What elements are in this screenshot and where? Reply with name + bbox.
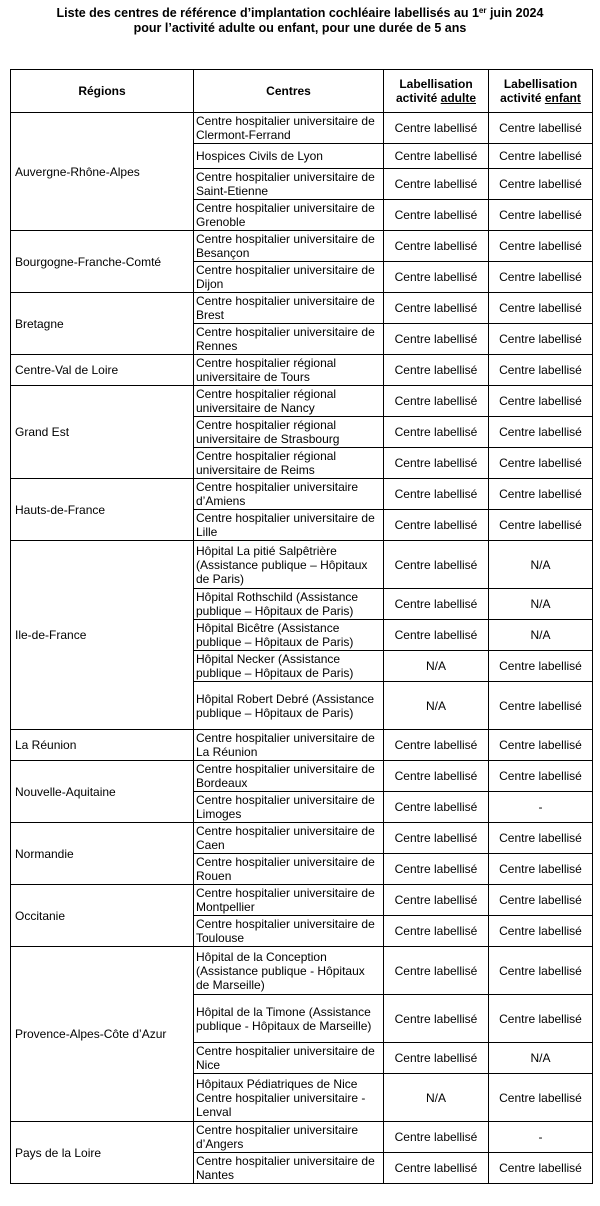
centre-cell: Hôpital Rothschild (Assistance publique – Hôpitaux de Paris) [194, 589, 384, 620]
child-status-cell: Centre labellisé [489, 916, 593, 947]
centre-cell: Hôpital La pitié Salpêtrière (Assistance publique – Hôpitaux de Paris) [194, 541, 384, 589]
child-status-cell: Centre labellisé [489, 1074, 593, 1122]
centre-cell: Centre hospitalier universitaire de Toulouse [194, 916, 384, 947]
header-centres: Centres [194, 70, 384, 113]
adult-status-cell: Centre labellisé [384, 355, 489, 386]
child-status-cell: Centre labellisé [489, 144, 593, 169]
adult-status-cell: Centre labellisé [384, 293, 489, 324]
centre-cell: Centre hospitalier universitaire de Saint-Etienne [194, 169, 384, 200]
child-status-cell: N/A [489, 620, 593, 651]
region-cell: Auvergne-Rhône-Alpes [11, 113, 194, 231]
title-line-1 [0, 6, 600, 21]
region-cell: La Réunion [11, 730, 194, 761]
adult-status-cell: Centre labellisé [384, 916, 489, 947]
centre-cell: Centre hospitalier régional universitaire de Strasbourg [194, 417, 384, 448]
child-status-cell: Centre labellisé [489, 730, 593, 761]
centres-table [10, 69, 593, 1184]
adult-status-cell: Centre labellisé [384, 541, 489, 589]
centre-cell: Centre hospitalier universitaire de Rouen [194, 854, 384, 885]
child-status-cell: Centre labellisé [489, 386, 593, 417]
adult-status-cell: Centre labellisé [384, 200, 489, 231]
adult-status-cell: Centre labellisé [384, 386, 489, 417]
centre-cell: Hôpital Robert Debré (Assistance publique – Hôpitaux de Paris) [194, 682, 384, 730]
centre-cell: Centre hospitalier universitaire de Nice [194, 1043, 384, 1074]
header-child [489, 70, 593, 113]
child-status-cell: Centre labellisé [489, 651, 593, 682]
centre-cell: Centre hospitalier régional universitaire de Reims [194, 448, 384, 479]
table-row [11, 231, 593, 262]
centre-cell: Hôpitaux Pédiatriques de Nice Centre hospitalier universitaire - Lenval [194, 1074, 384, 1122]
centre-cell: Hôpital de la Conception (Assistance publique - Hôpitaux de Marseille) [194, 947, 384, 995]
centre-cell: Centre hospitalier universitaire de Caen [194, 823, 384, 854]
region-cell: Occitanie [11, 885, 194, 947]
adult-status-cell: Centre labellisé [384, 1153, 489, 1184]
centre-cell: Centre hospitalier universitaire de Rennes [194, 324, 384, 355]
adult-status-cell: Centre labellisé [384, 620, 489, 651]
adult-status-cell: Centre labellisé [384, 730, 489, 761]
centre-cell: Hôpital Bicêtre (Assistance publique – Hôpitaux de Paris) [194, 620, 384, 651]
child-status-cell: Centre labellisé [489, 448, 593, 479]
table-row [11, 761, 593, 792]
table-row [11, 293, 593, 324]
title-line-2: pour l’activité adulte ou enfant, pour une durée de 5 ans [133, 21, 467, 35]
centre-cell: Centre hospitalier universitaire d’Amiens [194, 479, 384, 510]
region-cell: Hauts-de-France [11, 479, 194, 541]
region-cell: Centre-Val de Loire [11, 355, 194, 386]
table-row [11, 541, 593, 589]
adult-status-cell: Centre labellisé [384, 417, 489, 448]
adult-status-cell: Centre labellisé [384, 479, 489, 510]
child-status-cell: Centre labellisé [489, 355, 593, 386]
child-status-cell: Centre labellisé [489, 293, 593, 324]
region-cell: Pays de la Loire [11, 1122, 194, 1184]
table-row [11, 823, 593, 854]
region-cell: Grand Est [11, 386, 194, 479]
table-row [11, 885, 593, 916]
adult-status-cell: Centre labellisé [384, 761, 489, 792]
table-row [11, 355, 593, 386]
centre-cell: Centre hospitalier universitaire de La Réunion [194, 730, 384, 761]
adult-status-cell: Centre labellisé [384, 113, 489, 144]
child-status-cell: Centre labellisé [489, 324, 593, 355]
child-status-cell: Centre labellisé [489, 417, 593, 448]
child-status-cell: N/A [489, 589, 593, 620]
adult-status-cell: Centre labellisé [384, 169, 489, 200]
child-status-cell: N/A [489, 1043, 593, 1074]
region-cell: Normandie [11, 823, 194, 885]
adult-status-cell: Centre labellisé [384, 448, 489, 479]
table-row [11, 947, 593, 995]
centre-cell: Centre hospitalier universitaire de Dijon [194, 262, 384, 293]
document-title [0, 6, 600, 36]
centre-cell: Centre hospitalier régional universitaire de Nancy [194, 386, 384, 417]
child-status-cell: Centre labellisé [489, 510, 593, 541]
adult-status-cell: Centre labellisé [384, 854, 489, 885]
adult-status-cell: Centre labellisé [384, 823, 489, 854]
region-cell: Bretagne [11, 293, 194, 355]
adult-status-cell: Centre labellisé [384, 885, 489, 916]
child-status-cell: Centre labellisé [489, 823, 593, 854]
adult-status-cell: Centre labellisé [384, 589, 489, 620]
adult-status-cell: N/A [384, 651, 489, 682]
adult-status-cell: Centre labellisé [384, 1043, 489, 1074]
adult-status-cell: N/A [384, 682, 489, 730]
centre-cell: Centre hospitalier régional universitaire de Tours [194, 355, 384, 386]
region-cell: Bourgogne-Franche-Comté [11, 231, 194, 293]
title-line-1-text: Liste des centres de référence d’implantation cochléaire labellisés au 1 [56, 6, 479, 20]
table-row [11, 479, 593, 510]
table-row [11, 113, 593, 144]
adult-status-cell: Centre labellisé [384, 144, 489, 169]
region-cell: Ile-de-France [11, 541, 194, 730]
child-status-cell: Centre labellisé [489, 113, 593, 144]
adult-status-cell: Centre labellisé [384, 510, 489, 541]
table-header-row [11, 70, 593, 113]
child-status-cell: Centre labellisé [489, 947, 593, 995]
centre-cell: Centre hospitalier universitaire de Bordeaux [194, 761, 384, 792]
region-cell: Provence-Alpes-Côte d’Azur [11, 947, 194, 1122]
adult-status-cell: Centre labellisé [384, 1122, 489, 1153]
child-status-cell: N/A [489, 541, 593, 589]
centre-cell: Hôpital Necker (Assistance publique – Hôpitaux de Paris) [194, 651, 384, 682]
table-row [11, 386, 593, 417]
child-status-cell: Centre labellisé [489, 169, 593, 200]
header-adult-prefix: Labellisation activité [395, 77, 473, 105]
centre-cell: Hospices Civils de Lyon [194, 144, 384, 169]
child-status-cell: Centre labellisé [489, 262, 593, 293]
centre-cell: Centre hospitalier universitaire de Grenoble [194, 200, 384, 231]
centre-cell: Centre hospitalier universitaire de Lille [194, 510, 384, 541]
header-adult-emphasis: adulte [440, 91, 477, 105]
adult-status-cell: Centre labellisé [384, 324, 489, 355]
table-body [11, 113, 593, 1184]
region-cell: Nouvelle-Aquitaine [11, 761, 194, 823]
centre-cell: Centre hospitalier universitaire de Nantes [194, 1153, 384, 1184]
adult-status-cell: Centre labellisé [384, 262, 489, 293]
centre-cell: Centre hospitalier universitaire de Clermont-Ferrand [194, 113, 384, 144]
centre-cell: Hôpital de la Timone (Assistance publique - Hôpitaux de Marseille) [194, 995, 384, 1043]
adult-status-cell: Centre labellisé [384, 792, 489, 823]
adult-status-cell: Centre labellisé [384, 231, 489, 262]
child-status-cell: Centre labellisé [489, 200, 593, 231]
header-child-emphasis: enfant [544, 91, 581, 105]
table-row [11, 1122, 593, 1153]
child-status-cell: Centre labellisé [489, 682, 593, 730]
child-status-cell: Centre labellisé [489, 1153, 593, 1184]
adult-status-cell: N/A [384, 1074, 489, 1122]
adult-status-cell: Centre labellisé [384, 947, 489, 995]
child-status-cell: - [489, 1122, 593, 1153]
centre-cell: Centre hospitalier universitaire de Limoges [194, 792, 384, 823]
child-status-cell: - [489, 792, 593, 823]
header-regions: Régions [11, 70, 194, 113]
centre-cell: Centre hospitalier universitaire de Besançon [194, 231, 384, 262]
child-status-cell: Centre labellisé [489, 761, 593, 792]
header-adult [384, 70, 489, 113]
header-child-prefix: Labellisation activité [500, 77, 578, 105]
title-superscript: er [478, 6, 487, 15]
child-status-cell: Centre labellisé [489, 479, 593, 510]
centre-cell: Centre hospitalier universitaire d’Angers [194, 1122, 384, 1153]
centre-cell: Centre hospitalier universitaire de Montpellier [194, 885, 384, 916]
centre-cell: Centre hospitalier universitaire de Brest [194, 293, 384, 324]
title-line-1-date: juin 2024 [486, 6, 544, 20]
table-row [11, 730, 593, 761]
adult-status-cell: Centre labellisé [384, 995, 489, 1043]
child-status-cell: Centre labellisé [489, 854, 593, 885]
child-status-cell: Centre labellisé [489, 885, 593, 916]
child-status-cell: Centre labellisé [489, 231, 593, 262]
child-status-cell: Centre labellisé [489, 995, 593, 1043]
